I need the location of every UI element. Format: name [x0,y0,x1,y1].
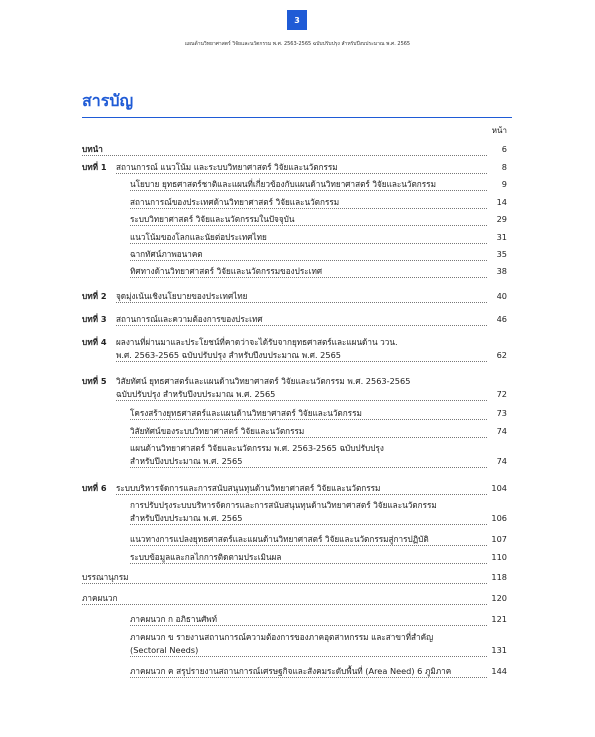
toc-page-number: 107 [491,534,507,544]
toc-leader-dots [130,225,487,226]
toc-page-number: 46 [496,314,507,324]
toc-entry-title: ระบบวิทยาศาสตร์ วิจัยและนวัตกรรมในปัจจุบัน [130,214,295,224]
toc-leader-dots [130,467,487,468]
toc-leader-dots [82,583,487,584]
toc-page-number: 131 [491,645,507,655]
toc-page-number: 40 [496,291,507,301]
toc-leader-dots [130,437,487,438]
toc-chapter-label: บทที่ 5 [82,376,107,386]
toc-page-number: 9 [501,179,507,189]
toc-chapter-label: บทที่ 1 [82,162,107,172]
toc-entry-title-continued: พ.ศ. 2563-2565 ฉบับปรับปรุง สำหรับปีงบประมาณ พ.ศ. 2565 [116,350,341,360]
toc-page-number: 6 [501,144,507,154]
toc-entry-title: วิสัยทัศน์ ยุทธศาสตร์และแผนด้านวิทยาศาสตร์ วิจัยและนวัตกรรม พ.ศ. 2563-2565 [116,376,411,386]
toc-entry[interactable] [82,499,507,525]
toc-entry-title-continued: สำหรับปีงบประมาณ พ.ศ. 2565 [130,456,243,466]
toc-entry-title: โครงสร้างยุทธศาสตร์และแผนด้านวิทยาศาสตร์ วิจัยและนวัตกรรม [130,408,362,418]
page-column-label: หน้า [491,126,507,135]
toc-leader-dots [130,677,487,678]
toc-leader-dots [130,545,487,546]
toc-leader-dots [82,604,487,605]
toc-page-number: 120 [491,593,507,603]
toc-leader-dots [116,325,487,326]
toc-leader-dots [130,419,487,420]
page-number-badge: 3 [287,10,307,30]
toc-entry-title: การปรับปรุงระบบบริหารจัดการและการสนับสนุนทุนด้านวิทยาศาสตร์ วิจัยและนวัตกรรม [130,500,437,510]
toc-entry-title: ระบบข้อมูลและกลไกการติดตามประเมินผล [130,552,282,562]
toc-entry-title-continued: สำหรับปีงบประมาณ พ.ศ. 2565 [130,513,243,523]
toc-entry-title: แผนด้านวิทยาศาสตร์ วิจัยและนวัตกรรม พ.ศ. 2563-2565 ฉบับปรับปรุง [130,443,384,453]
toc-entry-title: ภาคผนวก ค สรุปรายงานสถานการณ์เศรษฐกิจและสังคมระดับพื้นที่ (Area Need) 6 ภูมิภาค [130,666,452,676]
toc-page-number: 31 [496,232,507,242]
toc-chapter-label: บทนำ [82,144,103,154]
toc-entry[interactable] [82,571,507,584]
toc-leader-dots [82,155,487,156]
toc-entry[interactable] [82,196,507,209]
toc-entry-title: นโยบาย ยุทธศาสตร์ชาติและแผนที่เกี่ยวข้องกับแผนด้านวิทยาศาสตร์ วิจัยและนวัตกรรม [130,179,436,189]
toc-entry-title: วิสัยทัศน์ของระบบวิทยาศาสตร์ วิจัยและนวัตกรรม [130,426,305,436]
toc-entry[interactable] [82,665,507,678]
toc-page-number: 35 [496,249,507,259]
toc-entry[interactable] [82,551,507,564]
toc-entry[interactable] [82,375,507,401]
toc-entry-title: จุดมุ่งเน้นเชิงนโยบายของประเทศไทย [116,291,248,301]
toc-entry[interactable] [82,265,507,278]
toc-entry[interactable] [82,631,507,657]
toc-entry[interactable] [82,178,507,191]
toc-entry-title: ฉากทัศน์ภาพอนาคต [130,249,203,259]
toc-chapter-label: บรรณานุกรม [82,572,129,582]
toc-leader-dots [130,243,487,244]
toc-entry-title: ภาคผนวก ข รายงานสถานการณ์ความต้องการของภาคอุตสาหกรรม และสาขาที่สำคัญ [130,632,434,642]
toc-entry-title: ระบบบริหารจัดการและการสนับสนุนทุนด้านวิทยาศาสตร์ วิจัยและนวัตกรรม [116,483,381,493]
toc-entry-title: ทิศทางด้านวิทยาศาสตร์ วิจัยและนวัตกรรมของประเทศ [130,266,323,276]
toc-leader-dots [116,400,487,401]
toc-page-number: 8 [501,162,507,172]
toc-leader-dots [116,494,487,495]
toc-entry-title: สถานการณ์และความต้องการของประเทศ [116,314,263,324]
toc-page-number: 73 [496,408,507,418]
toc-entry[interactable] [82,290,507,303]
toc-entry-title-continued: (Sectoral Needs) [130,645,199,655]
toc-entry[interactable] [82,592,507,605]
toc-entry-title: แนวทางการแปลงยุทธศาสตร์และแผนด้านวิทยาศาสตร์ วิจัยและนวัตกรรมสู่การปฏิบัติ [130,534,429,544]
toc-leader-dots [130,656,487,657]
title-divider [82,117,512,118]
toc-page-number: 74 [496,426,507,436]
toc-entry[interactable] [82,336,507,362]
toc-page-number: 144 [491,666,507,676]
toc-page-number: 38 [496,266,507,276]
toc-entry[interactable] [82,613,507,626]
toc-page-number: 118 [491,572,507,582]
toc-page-number: 72 [496,389,507,399]
toc-chapter-label: บทที่ 6 [82,483,107,493]
toc-page-number: 104 [491,483,507,493]
toc-entry[interactable] [82,425,507,438]
toc-leader-dots [130,277,487,278]
toc-entry[interactable] [82,231,507,244]
toc-chapter-label: บทที่ 2 [82,291,107,301]
toc-entry[interactable] [82,533,507,546]
toc-leader-dots [130,190,487,191]
toc-leader-dots [116,361,487,362]
toc-entry[interactable] [82,313,507,326]
toc-entry[interactable] [82,143,507,156]
toc-page-number: 14 [496,197,507,207]
toc-entry[interactable] [82,161,507,174]
toc-entry-title: สถานการณ์ แนวโน้ม และระบบวิทยาศาสตร์ วิจัยและนวัตกรรม [116,162,338,172]
running-header: แผนด้านวิทยาศาสตร์ วิจัยและนวัตกรรม พ.ศ. 2563-2565 ฉบับปรับปรุง สำหรับปีงบประมาณ พ.ศ. 2565 [184,41,411,47]
page-title: สารบัญ [82,91,134,110]
toc-entry[interactable] [82,213,507,226]
toc-entry[interactable] [82,407,507,420]
toc-leader-dots [130,524,487,525]
toc-leader-dots [130,625,487,626]
toc-page-number: 110 [491,552,507,562]
toc-leader-dots [130,563,487,564]
toc-entry-title: ภาคผนวก ก อภิธานศัพท์ [130,614,218,624]
toc-leader-dots [116,173,487,174]
toc-entry[interactable] [82,442,507,468]
toc-entry-title-continued: ฉบับปรับปรุง สำหรับปีงบประมาณ พ.ศ. 2565 [116,389,276,399]
toc-chapter-label: บทที่ 3 [82,314,107,324]
toc-entry-title: สถานการณ์ของประเทศด้านวิทยาศาสตร์ วิจัยและนวัตกรรม [130,197,340,207]
toc-entry-title: แนวโน้มของโลกและนัยต่อประเทศไทย [130,232,267,242]
toc-entry[interactable] [82,248,507,261]
toc-page-number: 74 [496,456,507,466]
toc-leader-dots [130,208,487,209]
toc-page-number: 62 [496,350,507,360]
toc-entry[interactable] [82,482,507,495]
toc-leader-dots [116,302,487,303]
toc-chapter-label: ภาคผนวก [82,593,118,603]
toc-chapter-label: บทที่ 4 [82,337,107,347]
toc-page-number: 106 [491,513,507,523]
toc-page-number: 29 [496,214,507,224]
toc-leader-dots [130,260,487,261]
toc-page-number: 121 [491,614,507,624]
toc-entry-title: ผลงานที่ผ่านมาและประโยชน์ที่คาดว่าจะได้รับจากยุทธศาสตร์และแผนด้าน ววน. [116,337,398,347]
